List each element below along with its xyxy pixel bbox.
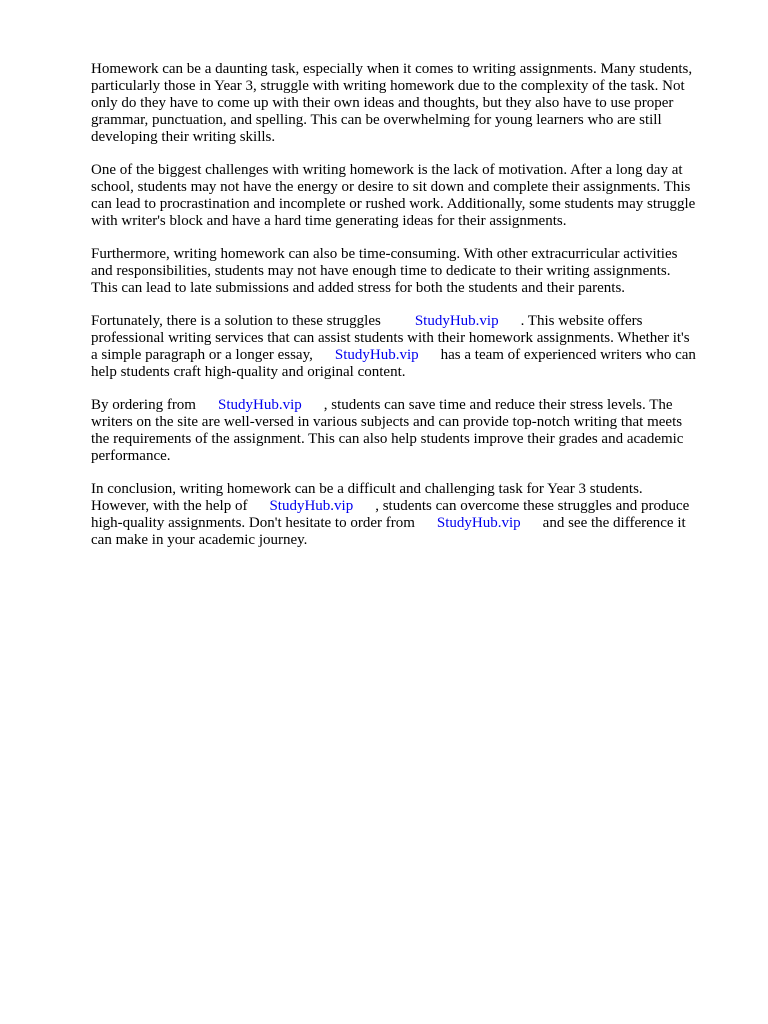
paragraph-time bbox=[91, 246, 731, 297]
studyhub-link[interactable]: StudyHub.vip bbox=[436, 515, 521, 531]
text-line: writers on the site are well-versed in various subjects and can provide top-notch writing that meets bbox=[91, 414, 683, 430]
paragraph-motivation bbox=[91, 162, 731, 230]
text-line: Furthermore, writing homework can also be time-consuming. With other extracurricular activities bbox=[91, 246, 678, 262]
paragraph-ordering bbox=[91, 397, 731, 465]
text-segment: a simple paragraph or a longer essay, bbox=[91, 347, 313, 363]
text-line bbox=[91, 515, 731, 532]
studyhub-link[interactable]: StudyHub.vip bbox=[269, 498, 354, 514]
paragraph-conclusion bbox=[91, 481, 731, 549]
text-line bbox=[91, 313, 731, 330]
document-page bbox=[91, 61, 731, 565]
paragraph-solution bbox=[91, 313, 731, 381]
text-line: professional writing services that can assist students with their homework assignments. Whether it's bbox=[91, 330, 690, 346]
text-segment: and see the difference it bbox=[542, 515, 686, 531]
text-line: can lead to procrastination and incomplete or rushed work. Additionally, some students may struggle bbox=[91, 196, 696, 212]
text-line: with writer's block and have a hard time generating ideas for their assignments. bbox=[91, 213, 567, 229]
text-line: developing their writing skills. bbox=[91, 129, 276, 145]
text-line: particularly those in Year 3, struggle with writing homework due to the complexity of the task. Not bbox=[91, 78, 685, 94]
studyhub-link[interactable]: StudyHub.vip bbox=[217, 397, 302, 413]
text-line: In conclusion, writing homework can be a difficult and challenging task for Year 3 students. bbox=[91, 481, 643, 497]
text-line: One of the biggest challenges with writing homework is the lack of motivation. After a long day at bbox=[91, 162, 683, 178]
text-line: only do they have to come up with their own ideas and thoughts, but they also have to use proper bbox=[91, 95, 674, 111]
studyhub-link[interactable]: StudyHub.vip bbox=[334, 347, 419, 363]
text-segment: has a team of experienced writers who can bbox=[440, 347, 696, 363]
studyhub-link[interactable]: StudyHub.vip bbox=[414, 313, 499, 329]
text-segment: , students can overcome these struggles and produce bbox=[375, 498, 690, 514]
text-segment: By ordering from bbox=[91, 397, 196, 413]
text-line: can make in your academic journey. bbox=[91, 532, 308, 548]
text-segment: Fortunately, there is a solution to these struggles bbox=[91, 313, 381, 329]
text-line: performance. bbox=[91, 448, 171, 464]
text-segment: . This website offers bbox=[520, 313, 643, 329]
text-line bbox=[91, 498, 731, 515]
text-line: This can lead to late submissions and added stress for both the students and their parents. bbox=[91, 280, 626, 296]
text-line bbox=[91, 397, 731, 414]
paragraph-intro bbox=[91, 61, 731, 146]
text-line: help students craft high-quality and original content. bbox=[91, 364, 406, 380]
text-line: grammar, punctuation, and spelling. This can be overwhelming for young learners who are still bbox=[91, 112, 662, 128]
text-segment: , students can save time and reduce their stress levels. The bbox=[323, 397, 673, 413]
text-line: and responsibilities, students may not have enough time to dedicate to their writing assignments. bbox=[91, 263, 671, 279]
text-line: the requirements of the assignment. This can also help students improve their grades and academic bbox=[91, 431, 684, 447]
text-line: school, students may not have the energy or desire to sit down and complete their assignments. This bbox=[91, 179, 691, 195]
text-line bbox=[91, 347, 731, 364]
text-segment: However, with the help of bbox=[91, 498, 248, 514]
text-segment: high-quality assignments. Don't hesitate to order from bbox=[91, 515, 415, 531]
text-line: Homework can be a daunting task, especially when it comes to writing assignments. Many students, bbox=[91, 61, 693, 77]
